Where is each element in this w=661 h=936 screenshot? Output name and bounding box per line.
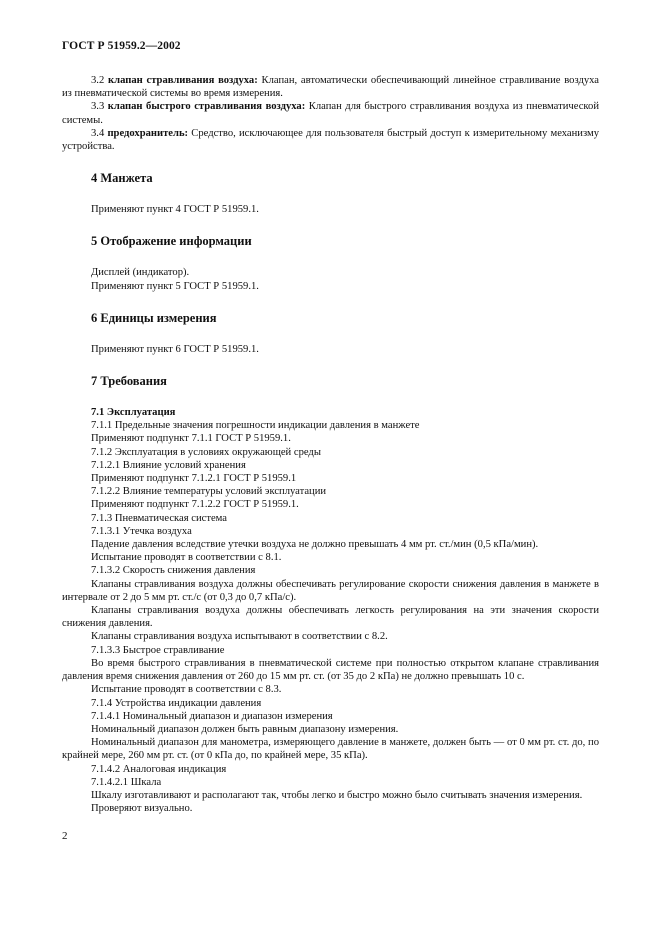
text-line: Применяют подпункт 7.1.2.1 ГОСТ Р 51959.1 xyxy=(91,473,297,485)
definition-term: клапан быстрого стравливания воздуха: xyxy=(107,101,306,113)
definition-term: предохранитель: xyxy=(107,127,189,139)
section-5-line2: Применяют пункт 5 ГОСТ Р 51959.1. xyxy=(91,280,259,292)
text-line: Применяют подпункт 7.1.2.2 ГОСТ Р 51959.1. xyxy=(91,499,299,511)
text-line: Испытание проводят в соответствии с 8.1. xyxy=(91,552,282,564)
definition-term: клапан стравливания воздуха: xyxy=(108,75,258,86)
definition-3-2 xyxy=(62,74,599,100)
definition-number: 3.2 xyxy=(91,75,105,86)
text-line: Во время быстрого стравливания в пневматической системе при полностью открытом клапане стравливания давления время снижения давления от 260 до 15 мм рт. ст. (от 35 до 2 кПа) не должно превышать 10 с. xyxy=(62,657,599,683)
text-line: Номинальный диапазон должен быть равным диапазону измерения. xyxy=(91,723,399,735)
definition-3-3 xyxy=(62,100,599,126)
text-line: 7.1.2 Эксплуатация в условиях окружающей среды xyxy=(91,446,321,458)
text-line: Применяют подпункт 7.1.1 ГОСТ Р 51959.1. xyxy=(91,433,291,445)
text-line: 7.1.2.2 Влияние температуры условий эксплуатации xyxy=(91,486,327,498)
text-line: Падение давления вследствие утечки воздуха не должно превышать 4 мм рт. ст./мин (0,5 кПа/мин). xyxy=(91,539,539,551)
text-line: 7.1.4.2.1 Шкала xyxy=(91,776,162,788)
text-line: Проверяют визуально. xyxy=(91,803,193,815)
definition-text: Клапан, автоматически обеспечивающий линейное стравливание воздуха из пневматической системы во время измерения. xyxy=(62,75,599,100)
text-line: 7.1.4 Устройства индикации давления xyxy=(91,697,262,709)
text-line: Клапаны стравливания воздуха должны обеспечивать легкость регулирования на эти значения скорости снижения давления. xyxy=(62,605,599,630)
text-line: 7.1.1 Предельные значения погрешности индикации давления в манжете xyxy=(91,420,420,432)
text-line: 7.1.4.2 Аналоговая индикация xyxy=(91,763,227,775)
definition-number: 3.3 xyxy=(91,101,105,113)
section-7-heading: 7 Требования xyxy=(91,374,167,389)
text-line: 7.1.2.1 Влияние условий хранения xyxy=(91,459,246,471)
page-number: 2 xyxy=(62,830,68,842)
document-page xyxy=(62,40,599,815)
section-5-line1: Дисплей (индикатор). xyxy=(91,267,190,279)
section-6-heading: 6 Единицы измерения xyxy=(91,310,217,325)
text-line: Шкалу изготавливают и располагают так, чтобы легко и быстро можно было считывать значения измерения. xyxy=(91,789,583,801)
text-line: 7.1.4.1 Номинальный диапазон и диапазон измерения xyxy=(91,710,333,722)
text-line: 7.1.3.2 Скорость снижения давления xyxy=(91,565,256,577)
text-line: Клапаны стравливания воздуха испытывают в соответствии с 8.2. xyxy=(91,631,388,643)
subsection-7-1-heading: 7.1 Эксплуатация xyxy=(91,407,176,419)
text-line: 7.1.3.1 Утечка воздуха xyxy=(91,525,192,537)
section-4-heading: 4 Манжета xyxy=(91,171,153,186)
definition-text: Клапан для быстрого стравливания воздуха из пневматической системы. xyxy=(62,101,599,126)
definitions-block xyxy=(62,74,599,153)
section-4-body: Применяют пункт 4 ГОСТ Р 51959.1. xyxy=(91,204,259,216)
requirements-text xyxy=(62,419,599,815)
text-line: 7.1.3.3 Быстрое стравливание xyxy=(91,644,225,656)
definition-3-4 xyxy=(62,127,599,153)
text-line: Испытание проводят в соответствии с 8.3. xyxy=(91,684,282,696)
section-5-heading: 5 Отображение информации xyxy=(91,234,252,249)
text-line: Номинальный диапазон для манометра, измеряющего давление в манжете, должен быть — от 0 мм рт. ст. до, по крайней мере, 260 мм рт. ст. (от 0 кПа до, по крайней мере, 35 кПа). xyxy=(62,737,599,762)
definition-text: Средство, исключающее для пользователя быстрый доступ к измерительному механизму устройства. xyxy=(62,127,599,153)
section-6-body: Применяют пункт 6 ГОСТ Р 51959.1. xyxy=(91,343,259,355)
definition-number: 3.4 xyxy=(91,127,105,139)
document-header: ГОСТ Р 51959.2—2002 xyxy=(62,40,181,52)
text-line: 7.1.3 Пневматическая система xyxy=(91,512,227,524)
text-line: Клапаны стравливания воздуха должны обеспечивать регулирование скорости снижения давления в манжете в интервале от 2 до 5 мм рт. ст./с (от 0,3 до 0,7 кПа/с). xyxy=(62,578,599,603)
